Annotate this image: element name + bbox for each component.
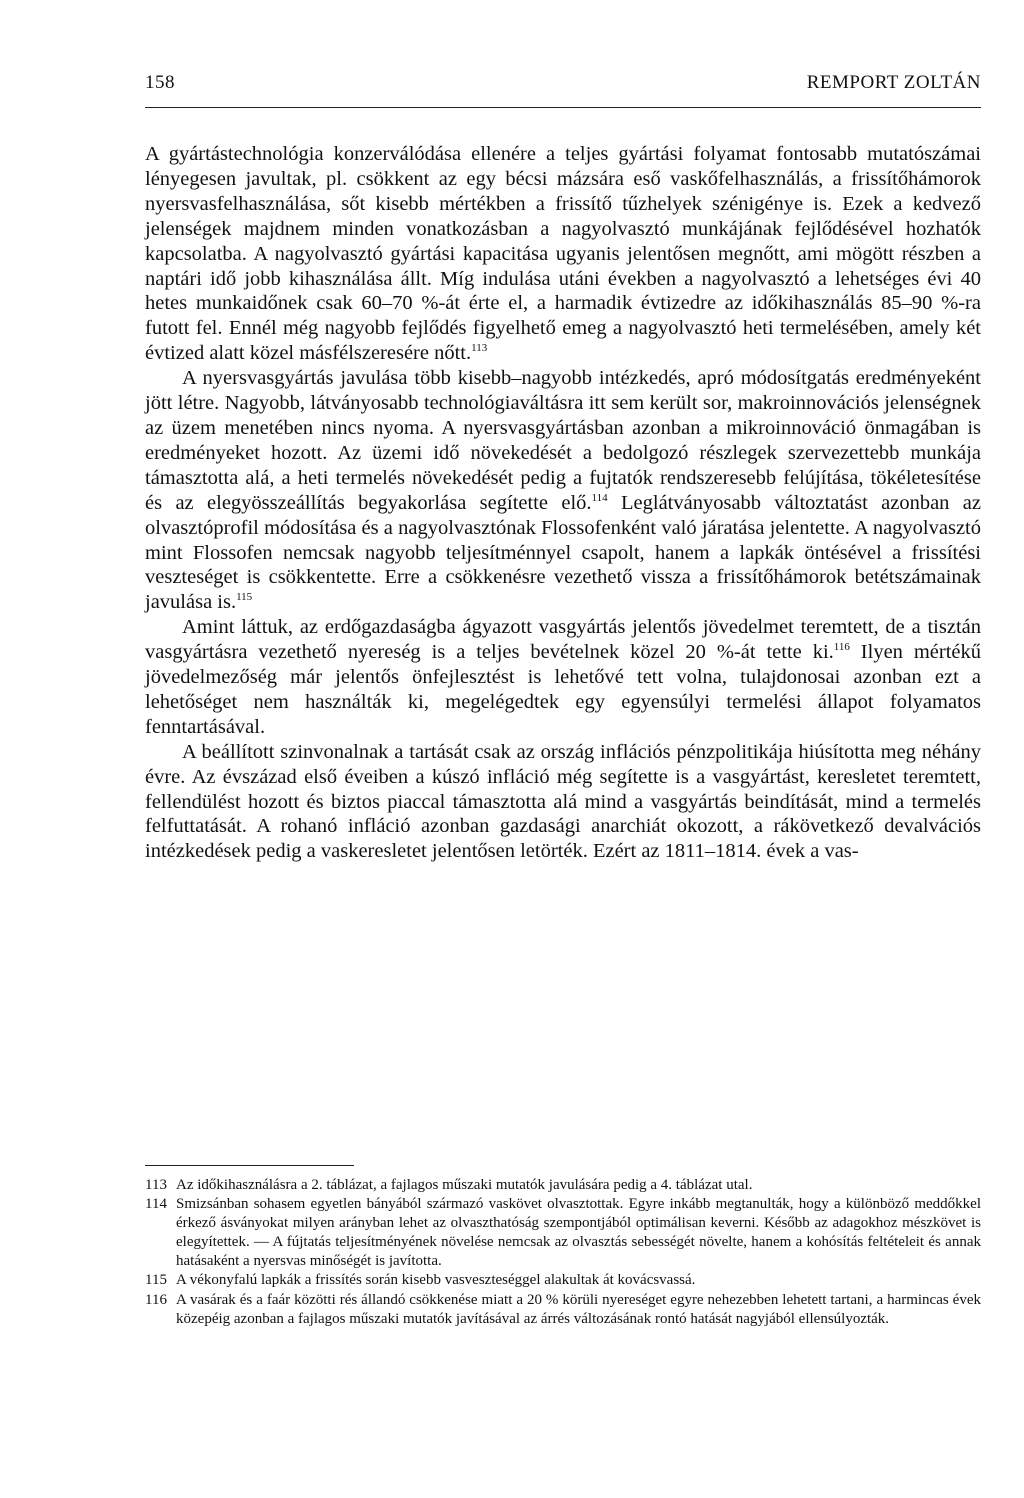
paragraph-text: A beállított szinvonalnak a tartását csak az ország inflációs pénzpolitikája hiúsította meg néhány évre. Az évszázad első éveiben a kúszó infláció még segítette is a vasgyártást, keresletet teremtett, fellendülést hozott és biztos piaccal támasztotta alá mind a vasgyártás beindítását, mind a termelés felfuttatását. A rohanó infláció azonban gazdasági anarchiát okozott, a rákövetkező devalvációs intézkedések pedig a vaskeresletet jelentősen letörték. Ezért az 1811–1814. évek a vas- [145,740,981,863]
footnote-ref-114: 114 [591,491,608,504]
paragraph-text-continued: Leglátványosabb változtatást azonban az olvasztóprofil módosítása és a nagyolvasztónak Flossofenként való járatása jelentette. A nagyolvasztó mint Flossofen nemcsak nagyobb teljesítménnyel csapolt, hanem a lapkák öntésével a frissítési veszteséget is csökkentette. Erre a csökkenésre vezethető vissza a frissítőhámorok betétszámainak javulása is. [145,491,982,614]
footnote-114 [145,1195,981,1271]
footnote-113 [145,1176,981,1195]
footnote-text: A vasárak és a faár közötti rés állandó csökkenése miatt a 20 % körüli nyereséget egyre nehezebben lehetett tartani, a harmincas évek közepéig azonban a fajlagos műszaki mutatók javításával az árrés változásának rontó hatását nagyjából ellensúlyozták. [176,1291,981,1327]
running-title: REMPORT ZOLTÁN [806,72,981,93]
paragraph-text: A gyártástechnológia konzerválódása ellenére a teljes gyártási folyamat fontosabb mutatószámai lényegesen javultak, pl. csökkent az egy bécsi mázsára eső vaskőfelhasználás, a frissítőhámorok nyersvasfelhasználása, sőt kisebb mértékben a frissítő tűzhelyek szénigénye is. Ezek a kedvező jelenségek majdnem minden vonatkozásban a nagyolvasztó munkájának fejlődésével hozhatók kapcsolatba. A nagyolvasztó gyártási kapacitása ugyanis jelentősen megnőtt, ami mögött részben a naptári idő jobb kihasználása állt. Míg indulása utáni években a nagyolvasztó a lehetséges évi 40 hetes munkaidőnek csak 60–70 %-át érte el, a harmadik évtizedre az időkihasználás 85–90 %-ra futott fel. Ennél még nagyobb fejlődés figyelhető emeg a nagyolvasztó heti termelésében, amely két évtized alatt közel másfélszeresére nőtt. [145,143,981,365]
footnote-text: Smizsánban sohasem egyetlen bányából származó vaskövet olvasztottak. Egyre inkább megtanulták, hogy a különböző meddőkkel érkező ásványokat milyen arányban lehet az olvaszthatóság szempontjából optimálisan keverni. Később az adagokhoz mészkövet is elegyítettek. — A fújtatás teljesítményének növelése nemcsak az olvasztás sebességét növelte, hanem a kohósítás feltételeit és annak hatásaként a nyersvas minőségét is javította. [176,1196,981,1270]
footnote-ref-113: 113 [471,342,488,355]
footnote-number: 113 [145,1177,167,1193]
footnote-115 [145,1271,981,1290]
running-header [145,72,981,94]
footnote-number: 115 [145,1272,167,1289]
footnote-text: Az időkihasználásra a 2. táblázat, a fajlagos műszaki mutatók javulására pedig a 4. táblázat utal. [176,1177,753,1193]
paragraph-4 [145,740,981,865]
paragraph-2 [145,366,981,615]
header-rule [145,107,981,108]
footnote-ref-116: 116 [833,641,850,654]
footnote-number: 114 [145,1196,167,1213]
footnote-text: A vékonyfalú lapkák a frissítés során kisebb vasveszteséggel alakultak át kovácsvassá. [176,1272,696,1289]
footnote-ref-115: 115 [236,591,253,604]
footnotes [145,1176,981,1329]
paragraph-3 [145,615,981,740]
footnote-116 [145,1291,981,1329]
paragraph-text: A nyersvasgyártás javulása több kisebb–nagyobb intézkedés, apró módosítgatás eredményeként jött létre. Nagyobb, látványosabb technológiaváltásra itt sem került sor, makroinnovációs jelenségnek az üzem menetében nincs nyoma. A nyersvasgyártásban azonban a mikroinnováció önmagában is eredményeket hozott. Az üzemi idő növekedését a bedolgozó részlegek szervezettebb munkája támasztotta alá, a heti termelés növekedését pedig a fujtatók rendszeresebb felújítása, tökéletesítése és az elegyösszeállítás begyakorlása segítette elő. [145,367,981,514]
paragraph-text: Amint láttuk, az erdőgazdaságba ágyazott vasgyártás jelentős jövedelmet teremtett, de a tisztán vasgyártásra vezethető nyereség is a teljes bevételnek közel 20 %-át tette ki. [145,616,981,664]
footnote-number: 116 [145,1291,167,1308]
paragraph-text-continued: Ilyen mértékű jövedelmezőség már jelentős önfejlesztést is lehetővé tett volna, tulajdonosai azonban ezt a lehetőséget nem használták ki, megelégedtek egy egyensúlyi termelési állapot folyamatos fenntartásával. [145,641,982,738]
footnote-separator [145,1165,354,1166]
body-text [145,142,981,864]
paragraph-1 [145,142,981,366]
page-number: 158 [145,72,175,93]
